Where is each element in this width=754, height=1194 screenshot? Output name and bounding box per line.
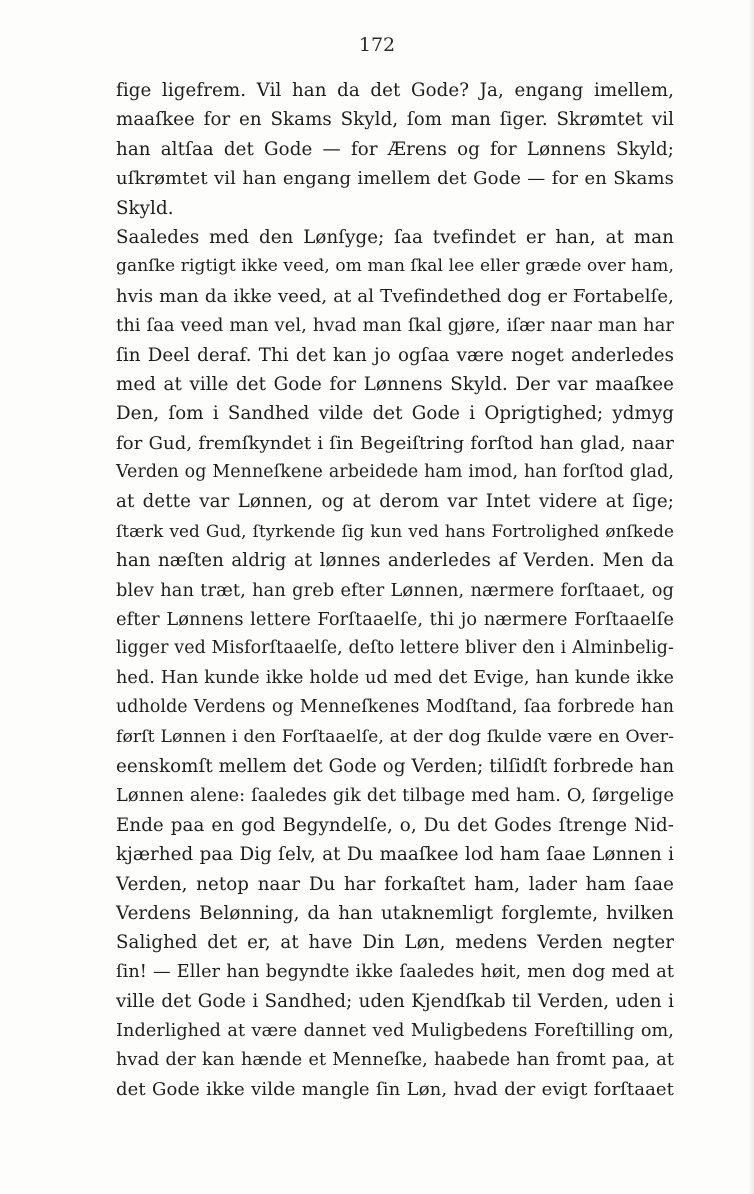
text-line: Den, ſom i Sandhed vilde det Gode i Oprigtighed; ydmyg	[116, 403, 674, 425]
text-line: førſt Lønnen i den Forſtaaelſe, at der dog ſkulde være en Over-	[116, 726, 674, 747]
text-line: thi ſaa veed man vel, hvad man ſkal gjøre, iſær naar man har	[116, 315, 674, 337]
text-line: Saaledes med den Lønſyge; ſaa tvefindet er han, at man	[116, 226, 674, 248]
text-line: ganſke rigtigt ikke veed, om man ſkal lee eller græde over ham,	[116, 256, 674, 277]
text-line: Verden og Menneſkene arbeidede ham imod, han forſtod glad,	[116, 462, 674, 483]
page-number: 172	[358, 34, 396, 56]
text-line: med at ville det Gode for Lønnens Skyld. Der var maaſkee	[116, 373, 674, 395]
text-line: ligger ved Misforſtaaelſe, deſto lettere bliver den i Alminbelig-	[116, 638, 674, 659]
text-line: fige ligefrem. Vil han da det Gode? Ja, engang imellem,	[116, 80, 674, 101]
text-line: han altſaa det Gode — for Ærens og for Lønnens Skyld;	[116, 138, 674, 160]
body-text	[116, 76, 674, 1105]
text-line: det Gode ikke vilde mangle ſin Løn, hvad der evigt forſtaaet	[116, 1079, 674, 1101]
text-line: han næſten aldrig at lønnes anderledes af Verden. Men da	[116, 550, 674, 572]
text-line: Skyld.	[116, 197, 174, 219]
text-line: Ende paa en god Begyndelſe, o, Du det Godes ſtrenge Nid-	[116, 814, 674, 836]
text-line: hvis man da ikke veed, at al Tvefindethed dog er Fortabelſe,	[116, 285, 674, 307]
text-line: hed. Han kunde ikke holde ud med det Evige, han kunde ikke	[116, 667, 674, 688]
text-line: maaſkee for en Skams Skyld, ſom man ſiger. Skrømtet vil	[116, 109, 674, 131]
text-line: efter Lønnens lettere Forſtaaelſe, thi jo nærmere Forſtaaelſe	[116, 609, 674, 631]
text-line: eenskomſt mellem det Gode og Verden; tilſidſt forbrede han	[116, 755, 675, 777]
text-line: blev han træt, han greb efter Lønnen, nærmere forſtaaet, og	[116, 579, 674, 601]
text-line: hvad der kan hænde et Menneſke, haabede han fromt paa, at	[116, 1049, 674, 1070]
text-line: udholde Verdens og Menneſkenes Modſtand, ſaa forbrede han	[116, 697, 674, 718]
text-line: ſin! — Eller han begyndte ikke ſaaledes høit, men dog med at	[116, 961, 674, 982]
text-line: kjærhed paa Dig ſelv, at Du maaſkee lod ham ſaae Lønnen i	[116, 844, 674, 866]
text-line: Verdens Belønning, da han utaknemligt forglemte, hvilken	[116, 902, 674, 924]
text-line: uſkrømtet vil han engang imellem det Gode — for en Skams	[116, 168, 674, 190]
text-line: Inderlighed at være dannet ved Muligbedens Foreſtilling om,	[116, 1020, 674, 1041]
text-line: ſin Deel deraf. Thi det kan jo ogſaa være noget anderledes	[116, 344, 674, 366]
text-line: ſtærk ved Gud, ſtyrkende ſig kun ved hans Fortrolighed ønſkede	[116, 520, 674, 541]
text-line: at dette var Lønnen, og at derom var Intet videre at ſige;	[116, 491, 674, 513]
text-line: Lønnen alene: ſaaledes gik det tilbage med ham. O, ſørgelige	[116, 785, 674, 807]
text-line: Verden, netop naar Du har forkaſtet ham, lader ham ſaae	[116, 873, 674, 895]
text-line: ville det Gode i Sandhed; uden Kjendſkab til Verden, uden i	[116, 991, 674, 1013]
text-line: for Gud, fremſkyndet i ſin Begeiſtring forſtod han glad, naar	[116, 432, 674, 454]
page-edge-shadow	[748, 0, 754, 1194]
text-line: Salighed det er, at have Din Løn, medens Verden negter	[116, 932, 674, 954]
